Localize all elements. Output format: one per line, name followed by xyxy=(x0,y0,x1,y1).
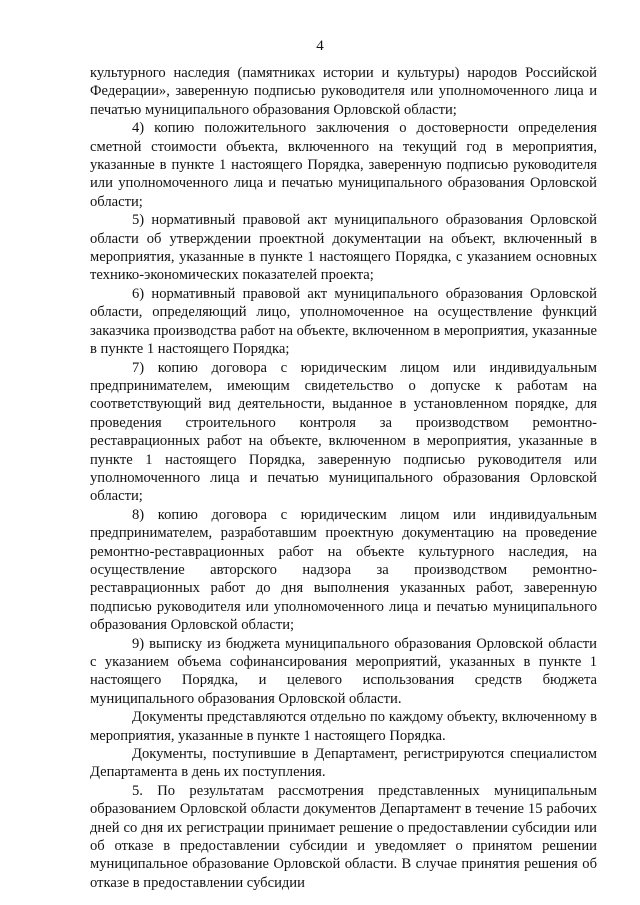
paragraph-clause-5: 5. По результатам рассмотрения представленных муниципальным образованием Орловской области документов Департамент в течение 15 рабочих дней со дня их регистрации принимает решение о предоставлении субсидии или об отказе в предоставлении субсидии и уведомляет о принятом решении муниципальное образование Орловской области. В случае принятия решения об отказе в предоставлении субсидии xyxy=(90,782,597,891)
paragraph-item-7: 7) копию договора с юридическим лицом или индивидуальным предпринимателем, имеющим свидетельство о допуске к работам на соответствующий вид деятельности, выданное в установленном порядке, для проведения строительного контроля за производством ремонтно-реставрационных работ на объекте, включенном в мероприятия, указанные в пункте 1 настоящего Порядка, заверенную подписью руководителя или уполномоченного лица и печатью муниципального образования Орловской области; xyxy=(90,359,597,505)
paragraph-item-8: 8) копию договора с юридическим лицом или индивидуальным предпринимателем, разработавшим проектную документацию на проведение ремонтно-реставрационных работ на объекте культурного наследия, на осуществление авторского надзора за производством ремонтно-реставрационных работ до дня выполнения указанных работ, заверенную подписью руководителя или уполномоченного лица и печатью муниципального образования Орловской области; xyxy=(90,506,597,634)
page-number: 4 xyxy=(316,38,324,54)
paragraph-item-6: 6) нормативный правовой акт муниципального образования Орловской области, определяющий лицо, уполномоченное на осуществление функций заказчика производства работ на объекте, включенном в мероприятия, указанные в пункте 1 настоящего Порядка; xyxy=(90,285,597,358)
paragraph-item-5: 5) нормативный правовой акт муниципального образования Орловской области об утверждении проектной документации на объект, включенный в мероприятия, указанные в пункте 1 настоящего Порядка, с указанием основных технико-экономических показателей проекта; xyxy=(90,212,597,284)
document-body xyxy=(90,64,597,892)
paragraph-continuation: культурного наследия (памятниках истории и культуры) народов Российской Федерации», заверенную подписью руководителя или уполномоченного лица и печатью муниципального образования Орловской области; xyxy=(90,65,597,118)
paragraph-documents-registration: Документы, поступившие в Департамент, регистрируются специалистом Департамента в день их поступления. xyxy=(90,746,597,781)
paragraph-item-9: 9) выписку из бюджета муниципального образования Орловской области с указанием объема софинансирования мероприятий, указанных в пункте 1 настоящего Порядка, и целевого использования средств бюджета муниципального образования Орловской области. xyxy=(90,635,597,707)
paragraph-item-4: 4) копию положительного заключения о достоверности определения сметной стоимости объекта, включенного на текущий год в мероприятия, указанные в пункте 1 настоящего Порядка, заверенную подписью руководителя или уполномоченного лица и печатью муниципального образования Орловской области; xyxy=(90,120,597,210)
paragraph-documents-per-object: Документы представляются отдельно по каждому объекту, включенному в мероприятия, указанные в пункте 1 настоящего Порядка. xyxy=(90,709,597,744)
